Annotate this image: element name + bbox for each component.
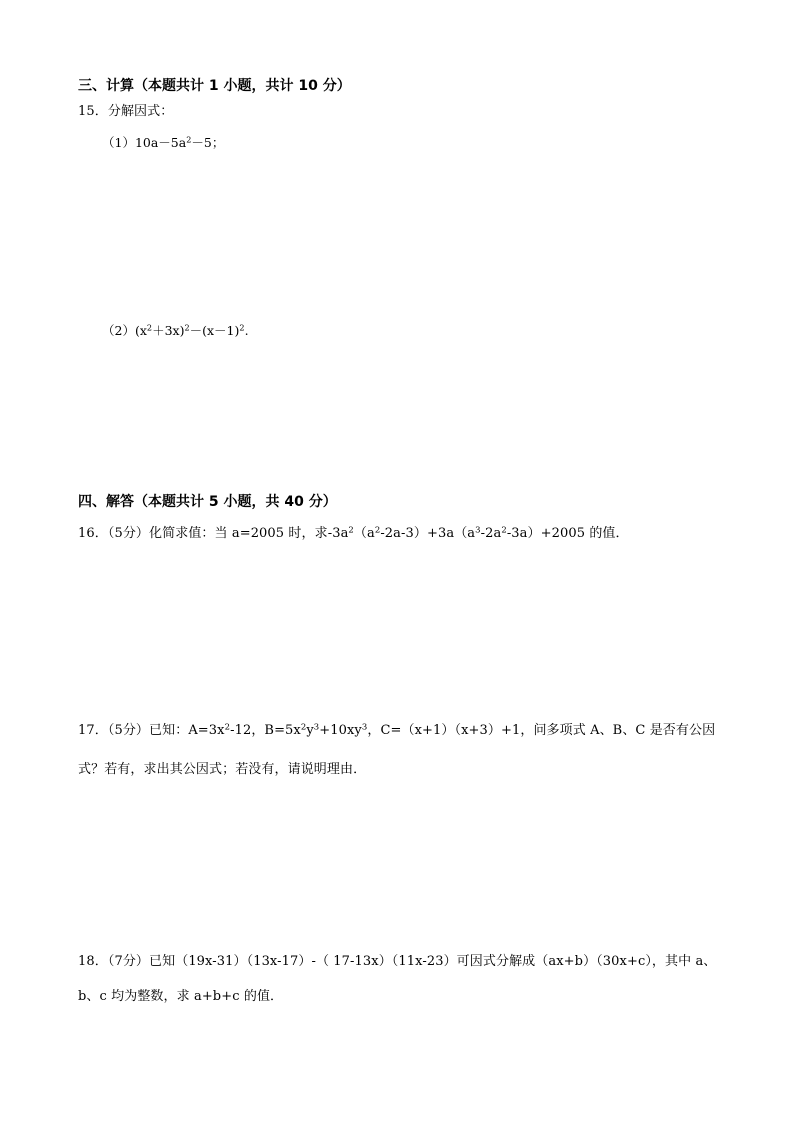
question-15-part-2: [102, 322, 249, 338]
expression-text: ＋3x): [152, 323, 185, 338]
question-15-part-1: [102, 134, 225, 150]
exponent: 2: [300, 721, 307, 732]
question-text: ，C=（x+1）（x+3）+1，问多项式 A、B、C 是否有公因: [367, 723, 716, 738]
question-text: （a: [353, 526, 375, 541]
question-18-line-2: b、c 均为整数，求 a+b+c 的值．: [78, 989, 284, 1004]
exponent: 2: [348, 524, 354, 535]
exponent: 3: [475, 524, 481, 535]
expression-text: .: [244, 323, 249, 338]
exponent: 3: [361, 721, 368, 732]
part-label: （2）: [102, 323, 135, 338]
question-text: -12，B=5x: [230, 723, 301, 738]
section-heading-calculation: 三、计算（本题共计 1 小题，共计 10 分）: [78, 78, 351, 94]
expression-text: －(x－1): [189, 323, 240, 338]
question-text: 16．（5分）化简求值：当 a=2005 时，求-3a: [78, 526, 349, 541]
question-text: -2a-3）+3a（a: [380, 526, 476, 541]
exponent: 2: [186, 134, 192, 145]
exponent: 2: [239, 322, 245, 333]
exponent: 2: [184, 322, 190, 333]
section-heading-answers: 四、解答（本题共计 5 小题，共 40 分）: [78, 494, 337, 510]
exponent: 2: [146, 322, 153, 333]
exponent: 3: [313, 721, 320, 732]
question-text: +10xy: [319, 723, 362, 738]
question-17-line-1: [78, 721, 716, 738]
question-text: y: [306, 723, 314, 738]
exponent: 2: [501, 524, 507, 535]
exponent: 2: [374, 524, 381, 535]
expression-text: (x: [134, 323, 147, 338]
expression-text: 10a－5a: [134, 135, 187, 150]
question-text: 17．（5分）已知：A=3x: [78, 723, 225, 738]
question-16: [78, 524, 629, 541]
question-17-line-2: 式？若有，求出其公因式；若没有，请说明理由．: [78, 762, 367, 777]
question-18-line-1: 18．（7分）已知（19x-31）（13x-17）-（ 17-13x）（11x-23）可因式分解成（ax+b）（30x+c），其中 a、: [78, 954, 717, 969]
question-text: -2a: [480, 526, 502, 541]
exponent: 2: [224, 721, 231, 732]
question-15-stem: [78, 105, 173, 118]
expression-text: －5；: [191, 135, 225, 150]
question-number: 15．: [78, 104, 108, 119]
question-text: -3a）+2005 的值．: [506, 526, 629, 541]
part-label: （1）: [102, 135, 135, 150]
question-text: 分解因式：: [107, 104, 174, 119]
